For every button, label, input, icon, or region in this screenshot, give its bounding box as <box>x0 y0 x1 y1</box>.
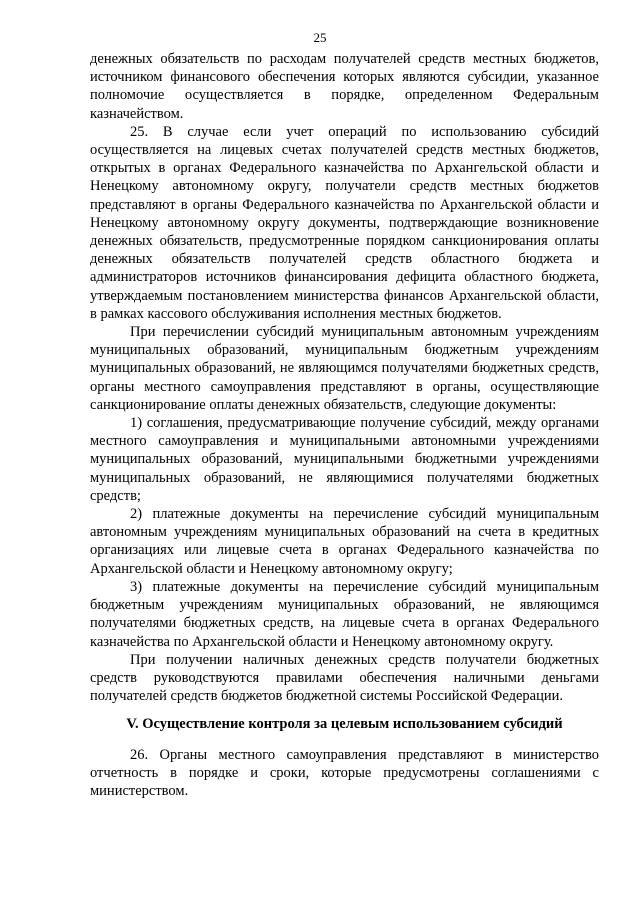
paragraph-continuation: денежных обязательств по расходам получателей средств местных бюджетов, источником финансового обеспечения которых являются субсидии, указанное полномочие осуществляется в порядке, определенном Федеральным казначейством. <box>90 51 599 122</box>
page-number: 25 <box>313 30 327 45</box>
paragraph-26: 26. Органы местного самоуправления представляют в министерство отчетность в порядке и сроки, которые предусмотрены соглашениями с министерством. <box>90 746 599 799</box>
paragraph-cash: При получении наличных денежных средств получатели бюджетных средств руководствуются правилами обеспечения наличными деньгами получателей средств бюджетов бюджетной системы Российской Федерации. <box>90 651 599 705</box>
paragraph-25: 25. В случае если учет операций по использованию субсидий осуществляется на лицевых счетах получателей средств местных бюджетов, открытых в органах Федерального казначейства по Архангельской области и Ненецкому автономному округу, получатели средств местных бюджетов представляют в органы Федерального казначейства по Архангельской области и Ненецкому автономному округу документы, подтверждающие возникновение денежных обязательств, предусмотренные порядком санкционирования оплаты денежных обязательств получателей средств областного бюджета и администраторов источников финансирования дефицита областного бюджета, утверждаемым постановлением министерства финансов Архангельской области, в рамках кассового обслуживания исполнения местных бюджетов. <box>90 123 599 322</box>
list-item-2: 2) платежные документы на перечисление субсидий муниципальным автономным учреждениям муниципальных образований на счета в кредитных организациях или лицевые счета в органах Федерального казначейства по Архангельской области и Ненецкому автономному округу; <box>90 506 599 577</box>
section-heading: V. Осуществление контроля за целевым использованием субсидий <box>126 716 563 733</box>
list-item-1: 1) соглашения, предусматривающие получение субсидий, между органами местного самоуправления и муниципальными автономными учреждениями муниципальных образований, муниципальными бюджетными учреждениями муниципальных образований, не являющимися получателями бюджетных средств; <box>90 415 599 504</box>
paragraph-transfer-subsidies: При перечислении субсидий муниципальным автономным учреждениям муниципальных образований, муниципальным бюджетным учреждениям муниципальных образований, не являющимся получателями бюджетных средств, органы местного самоуправления представляют в органы, осуществляющие санкционирование оплаты денежных обязательств, следующие документы: <box>90 324 599 413</box>
document-body <box>90 50 599 800</box>
list-item-3: 3) платежные документы на перечисление субсидий муниципальным бюджетным учреждениям муниципальных образований, не являющимся получателями бюджетных средств, на лицевые счета в органах Федерального казначейства по Архангельской области и Ненецкому автономному округу. <box>90 578 599 650</box>
